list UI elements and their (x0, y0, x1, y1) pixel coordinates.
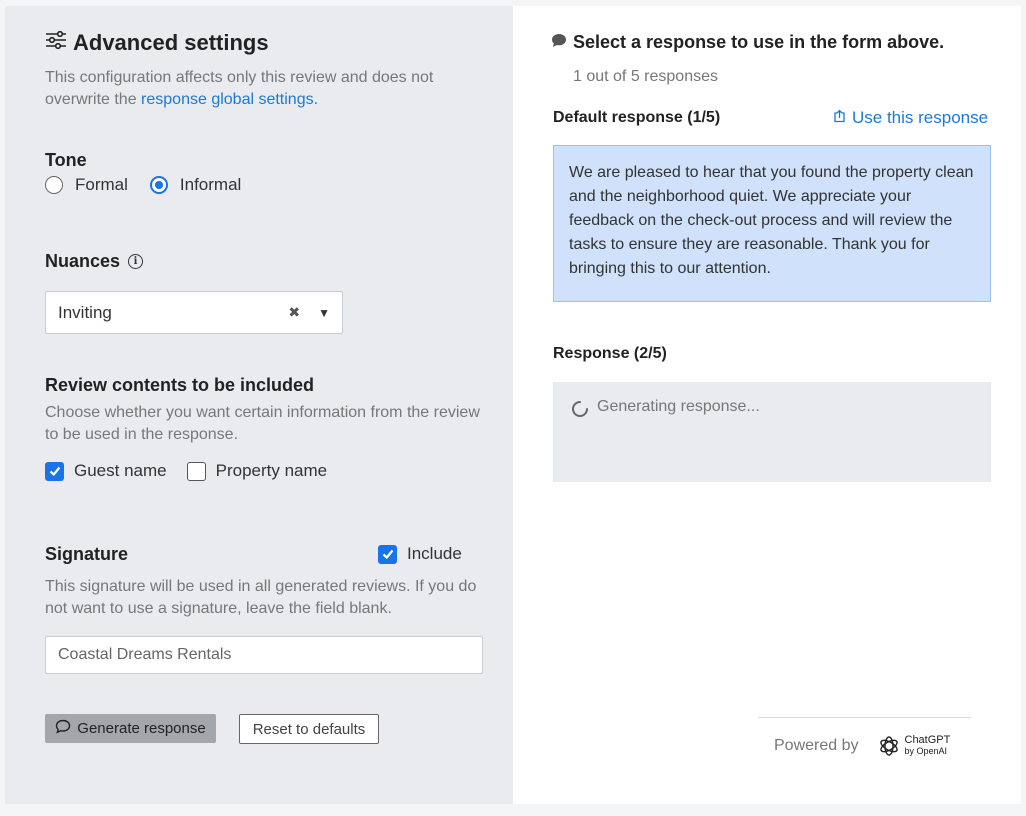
signature-include-toggle (378, 544, 462, 564)
checkmark-icon (381, 547, 395, 561)
chatgpt-logo (877, 734, 951, 758)
include-signature-checkbox[interactable] (378, 545, 397, 564)
brand-main: ChatGPT (904, 734, 951, 746)
tone-formal-label[interactable]: Formal (75, 175, 128, 194)
review-contents-options (45, 461, 327, 481)
signature-input[interactable] (45, 636, 483, 674)
tone-informal-label[interactable]: Informal (179, 175, 242, 194)
nuances-header (45, 251, 143, 272)
generating-response-box (553, 382, 991, 482)
settings-description (45, 67, 485, 111)
nuances-label: Nuances (45, 251, 121, 271)
generating-response-text: Generating response... (597, 398, 760, 415)
use-response-icon (833, 108, 846, 128)
checkmark-icon (48, 464, 62, 478)
include-signature-label[interactable]: Include (407, 544, 462, 563)
openai-icon (877, 734, 901, 758)
use-this-response-label: Use this response (852, 108, 989, 127)
nuances-selected-value: Inviting (58, 302, 112, 322)
guest-name-checkbox[interactable] (45, 462, 64, 481)
reset-defaults-button[interactable] (239, 714, 379, 744)
advanced-settings-panel (5, 6, 513, 804)
tone-informal-radio[interactable] (150, 176, 168, 194)
chatgpt-brand-text (905, 735, 951, 757)
footer-divider (758, 717, 971, 718)
powered-by-text: Powered by (774, 737, 859, 754)
reset-defaults-label: Reset to defaults (252, 720, 366, 738)
property-name-checkbox[interactable] (187, 462, 206, 481)
property-name-label[interactable]: Property name (215, 461, 328, 480)
sliders-icon (45, 30, 67, 56)
responses-header (551, 32, 944, 53)
default-response-box[interactable] (553, 145, 991, 302)
clear-selection-icon[interactable]: ✖ (288, 304, 301, 320)
signature-label: Signature (45, 544, 129, 564)
generate-response-label: Generate response (77, 720, 206, 737)
use-this-response-link[interactable] (833, 108, 988, 128)
review-contents-help: Choose whether you want certain information from the review to be used in the response. (45, 404, 480, 443)
powered-by (774, 734, 950, 758)
review-contents-label: Review contents to be included (45, 375, 315, 395)
tone-label: Tone (45, 150, 87, 170)
guest-name-label[interactable]: Guest name (74, 461, 167, 480)
responses-count: 1 out of 5 responses (573, 68, 718, 85)
responses-panel (513, 6, 1021, 804)
signature-input-value: Coastal Dreams Rentals (58, 646, 232, 663)
page-title: Advanced settings (73, 30, 269, 55)
responses-title: Select a response to use in the form above. (573, 32, 945, 52)
default-response-text: We are pleased to hear that you found the property clean and the neighborhood quiet. We appreciate your feedback on the check-out process and will review the tasks to ensure they are reasonable. Thank you for bringing this to our attention. (569, 164, 974, 277)
signature-help: This signature will be used in all generated reviews. If you do not want to use a signature, leave the field blank. (45, 578, 477, 617)
speech-bubble-icon (55, 719, 71, 738)
brand-sub: by OpenAI (904, 746, 948, 756)
nuances-select[interactable] (45, 291, 343, 334)
global-settings-link[interactable]: response global settings. (141, 91, 319, 108)
default-response-label: Default response (1/5) (553, 109, 721, 126)
loading-spinner-icon (569, 398, 591, 425)
settings-description-text: This configuration affects only this review and does not overwrite the (45, 69, 434, 108)
dropdown-arrow-icon[interactable]: ▼ (318, 305, 330, 320)
tone-radio-group (45, 175, 263, 195)
speech-bubble-icon (551, 32, 567, 53)
tone-formal-radio[interactable] (45, 176, 63, 194)
advanced-settings-header (45, 30, 269, 56)
generate-response-button[interactable] (45, 714, 216, 743)
info-icon[interactable]: i (128, 254, 143, 269)
second-response-label: Response (2/5) (553, 345, 667, 362)
